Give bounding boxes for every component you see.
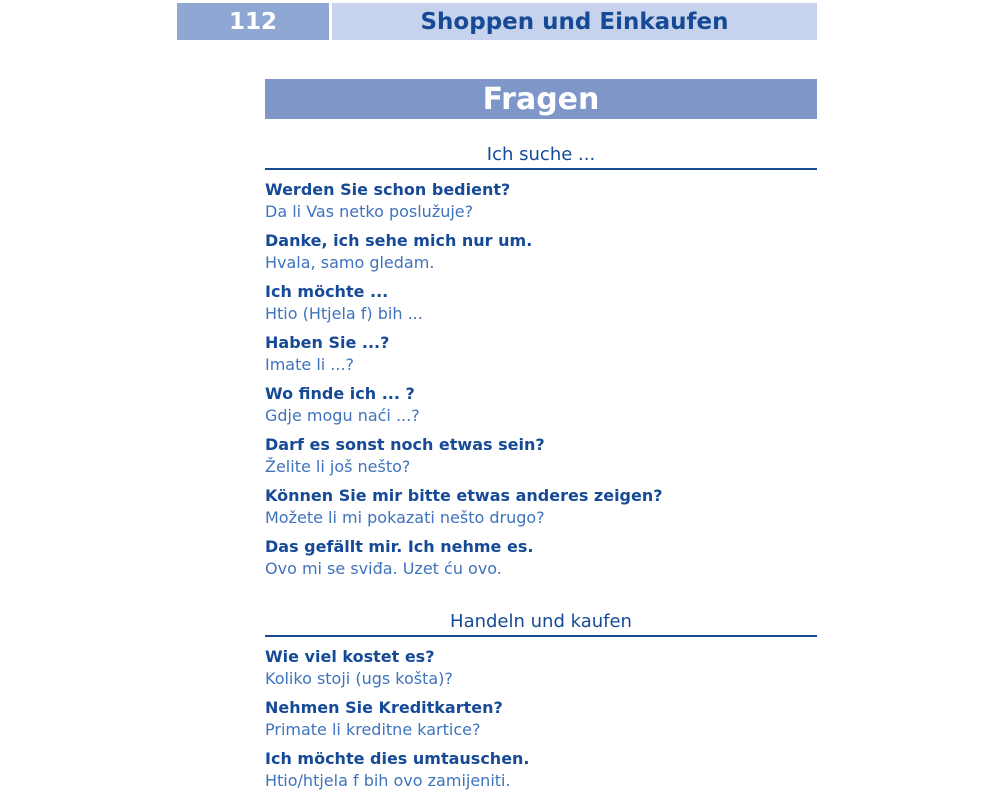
subsection-title: Ich suche ... [265, 144, 817, 170]
page-header [177, 3, 817, 40]
phrase-item [265, 646, 817, 690]
chapter-title: Shoppen und Einkaufen [332, 3, 817, 40]
german-phrase: Wie viel kostet es? [265, 647, 435, 666]
croatian-translation: Hvala, samo gledam. [265, 253, 435, 272]
german-phrase: Das gefällt mir. Ich nehme es. [265, 537, 534, 556]
phrase-item [265, 230, 817, 274]
croatian-translation: Da li Vas netko poslužuje? [265, 202, 474, 221]
croatian-translation: Gdje mogu naći ...? [265, 406, 420, 425]
german-phrase: Haben Sie ...? [265, 333, 390, 352]
phrase-list [265, 179, 817, 580]
croatian-translation: Imate li ...? [265, 355, 355, 374]
german-phrase: Ich möchte ... [265, 282, 389, 301]
phrase-item [265, 383, 817, 427]
german-phrase: Ich möchte dies umtauschen. [265, 749, 530, 768]
croatian-translation: Htio (Htjela f) bih ... [265, 304, 423, 323]
croatian-translation: Koliko stoji (ugs košta)? [265, 669, 453, 688]
phrase-list [265, 646, 817, 792]
phrase-item [265, 697, 817, 741]
german-phrase: Darf es sonst noch etwas sein? [265, 435, 545, 454]
croatian-translation: Možete li mi pokazati nešto drugo? [265, 508, 545, 527]
phrase-item [265, 536, 817, 580]
phrase-item [265, 434, 817, 478]
subsection-title: Handeln und kaufen [265, 611, 817, 637]
german-phrase: Können Sie mir bitte etwas anderes zeigen? [265, 486, 663, 505]
phrase-item [265, 332, 817, 376]
phrase-item [265, 485, 817, 529]
german-phrase: Nehmen Sie Kreditkarten? [265, 698, 503, 717]
german-phrase: Danke, ich sehe mich nur um. [265, 231, 533, 250]
croatian-translation: Htio/htjela f bih ovo zamijeniti. [265, 771, 511, 790]
croatian-translation: Ovo mi se sviđa. Uzet ću ovo. [265, 559, 502, 578]
phrase-item [265, 281, 817, 325]
german-phrase: Werden Sie schon bedient? [265, 180, 511, 199]
phrase-item [265, 748, 817, 792]
german-phrase: Wo finde ich ... ? [265, 384, 415, 403]
section-title: Fragen [265, 79, 817, 119]
phrase-item [265, 179, 817, 223]
croatian-translation: Želite li još nešto? [265, 457, 411, 476]
page-number: 112 [177, 3, 329, 40]
croatian-translation: Primate li kreditne kartice? [265, 720, 481, 739]
page-content [265, 79, 817, 799]
